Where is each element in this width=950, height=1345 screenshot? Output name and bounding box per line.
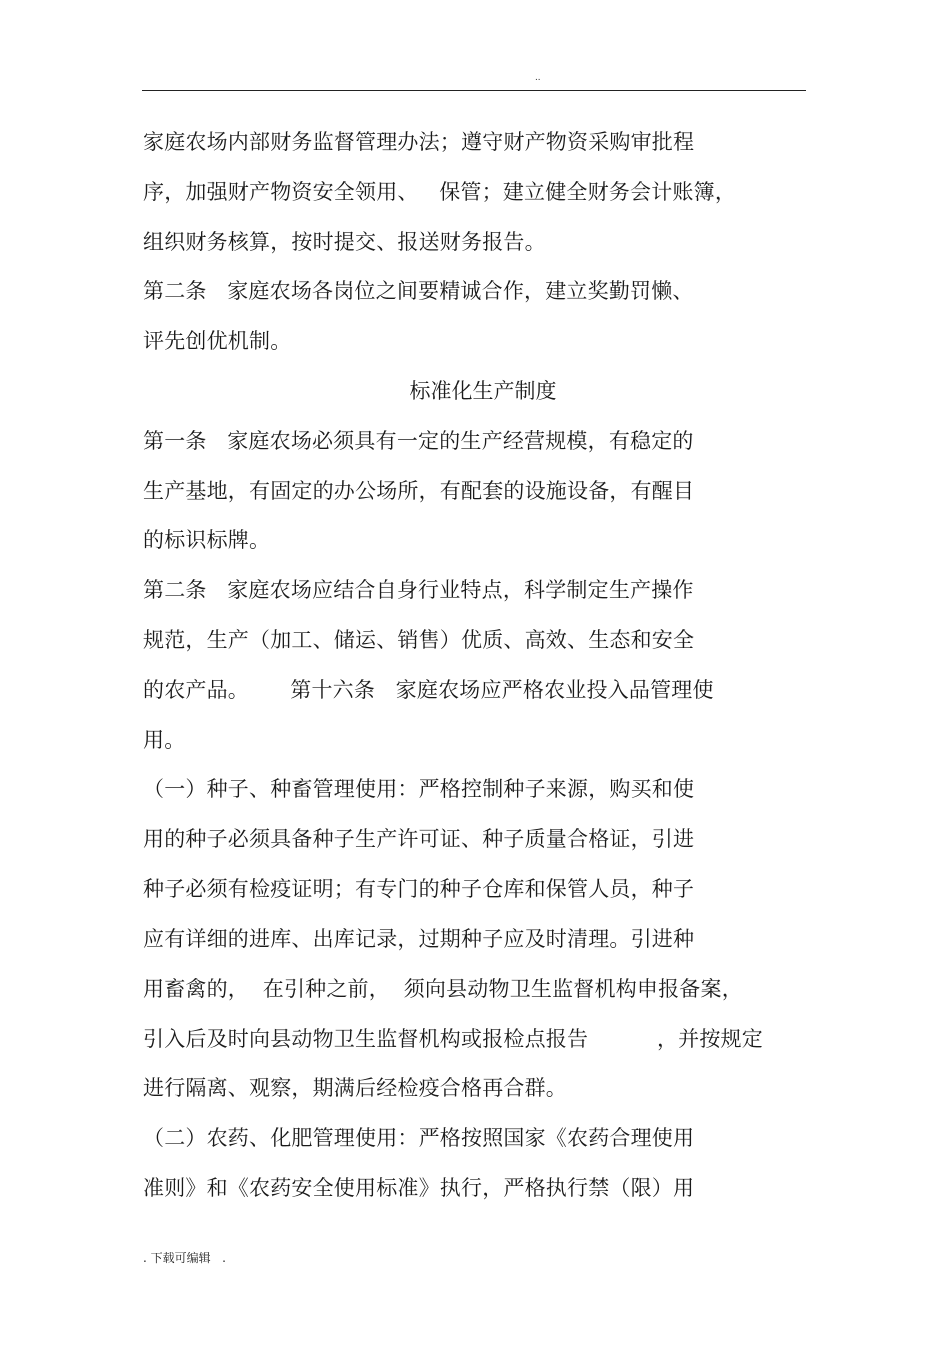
header-rule: [142, 90, 806, 91]
body-line: 第一条 家庭农场必须具有一定的生产经营规模，有稳定的: [143, 429, 694, 453]
body-line: 家庭农场内部财务监督管理办法；遵守财产物资采购审批程: [143, 130, 695, 154]
body-line: 用畜禽的， 在引种之前， 须向县动物卫生监督机构申报备案，: [143, 977, 743, 1001]
footer-note: . 下载可编辑 .: [143, 1251, 226, 1265]
body-line: 第二条 家庭农场应结合自身行业特点，科学制定生产操作: [143, 578, 694, 602]
body-line: 的农产品。 第十六条 家庭农场应严格农业投入品管理使: [143, 678, 714, 702]
body-line: 引入后及时向县动物卫生监督机构或报检点报告 ，并按规定: [143, 1027, 763, 1051]
body-line: 第二条 家庭农场各岗位之间要精诚合作，建立奖勤罚懒、: [143, 279, 694, 303]
body-line: 用。: [143, 728, 186, 752]
body-line: 种子必须有检疫证明；有专门的种子仓库和保管人员，种子: [143, 877, 695, 901]
body-line: 进行隔离、观察，期满后经检疫合格再合群。: [143, 1076, 567, 1100]
body-line: 准则》和《农药安全使用标准》执行，严格执行禁（限）用: [143, 1176, 695, 1200]
body-line: 用的种子必须具备种子生产许可证、种子质量合格证，引进: [143, 827, 695, 851]
body-line: （一）种子、种畜管理使用：严格控制种子来源，购买和使: [143, 777, 695, 801]
header-mark: ..: [535, 72, 541, 83]
body-line: 的标识标牌。: [143, 528, 271, 552]
body-line: （二）农药、化肥管理使用：严格按照国家《农药合理使用: [143, 1126, 695, 1150]
body-line: 序，加强财产物资安全领用、 保管；建立健全财务会计账簿，: [143, 180, 737, 204]
body-line: 组织财务核算，按时提交、报送财务报告。: [143, 230, 546, 254]
body-line: 规范，生产（加工、储运、销售）优质、高效、生态和安全: [143, 628, 695, 652]
section-title: 标准化生产制度: [409, 379, 557, 403]
body-line: 评先创优机制。: [143, 329, 292, 353]
body-line: 生产基地，有固定的办公场所，有配套的设施设备，有醒目: [143, 479, 695, 503]
body-line: 应有详细的进库、出库记录，过期种子应及时清理。引进种: [143, 927, 695, 951]
